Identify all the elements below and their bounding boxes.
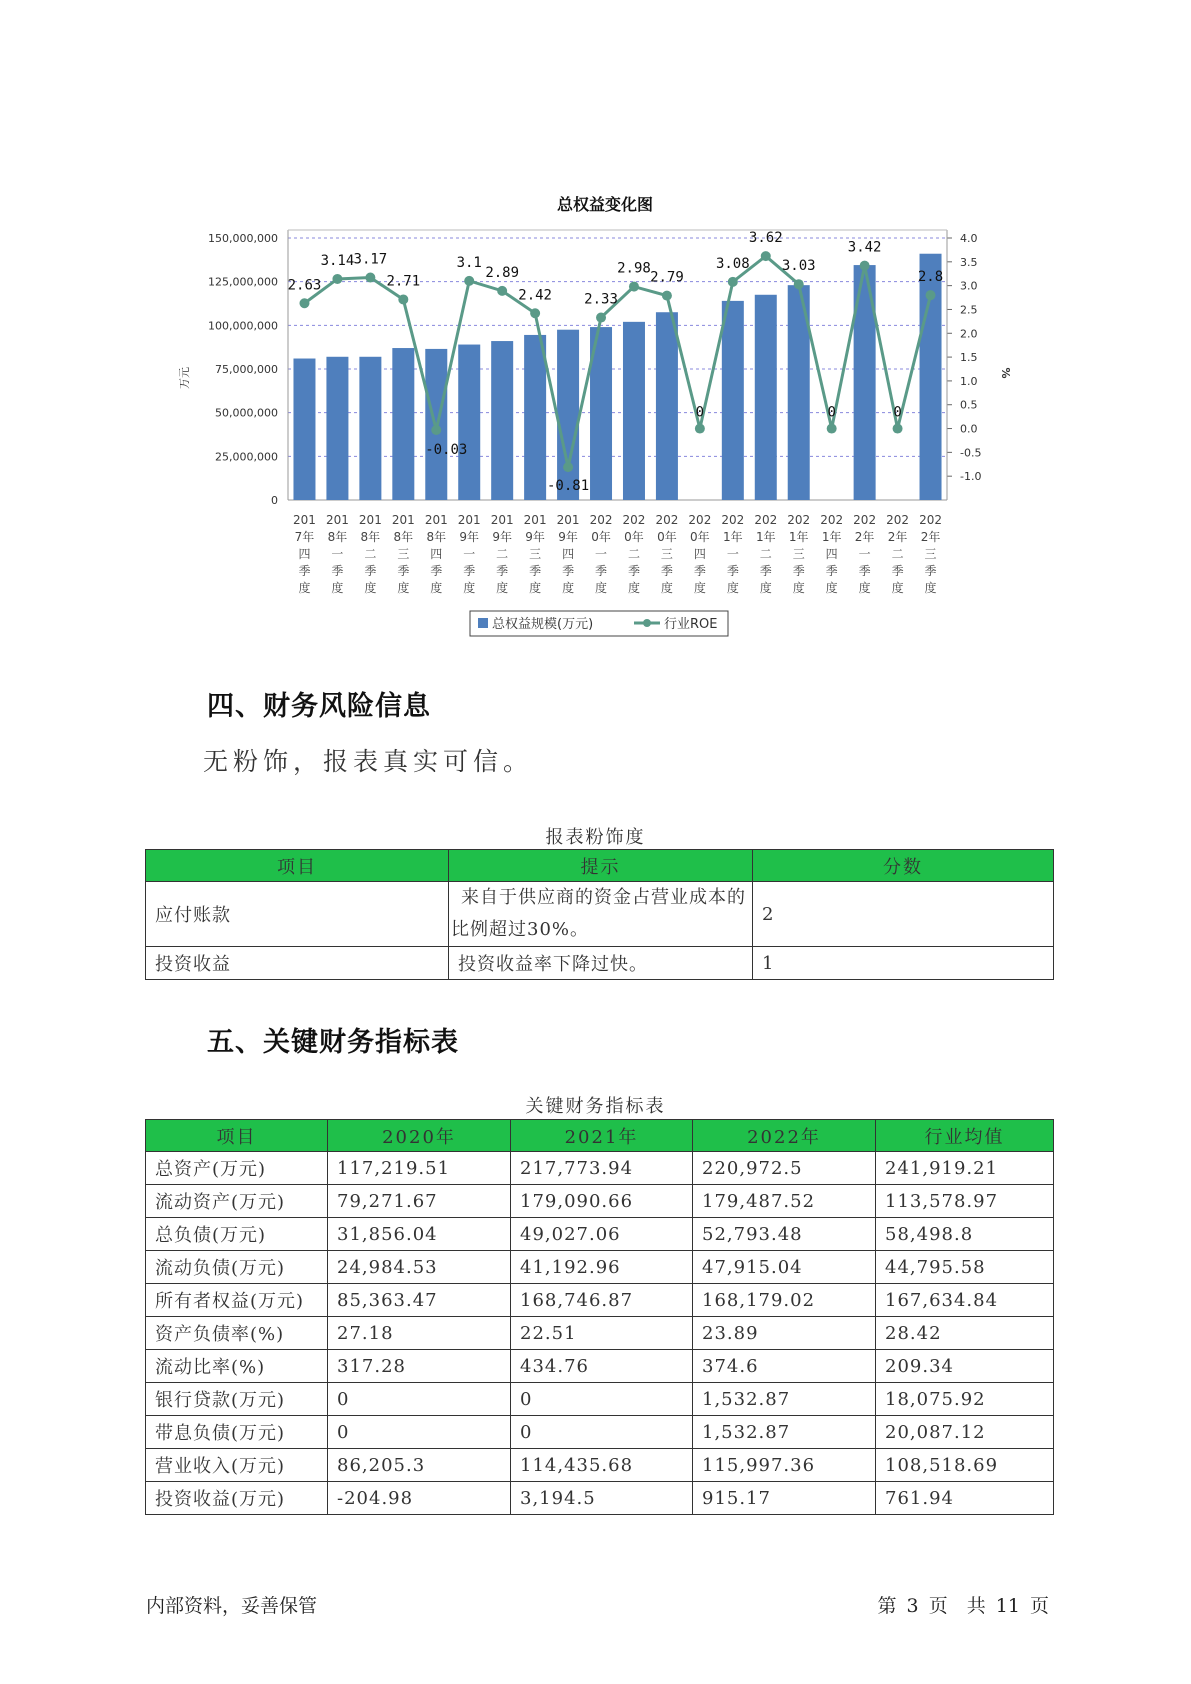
roe-point [728,277,738,287]
table-row [146,1416,1054,1449]
kpi-cell-value: 113,578.97 [876,1185,1054,1218]
risk-table-caption: 报表粉饰度 [545,827,646,848]
kpi-cell-value: 18,075.92 [876,1383,1054,1416]
kpi-cell-value: 22.51 [511,1317,693,1350]
x-tick-label: 季 [693,564,706,578]
kpi-cell-value: 86,205.3 [328,1449,511,1482]
table-row [146,1284,1054,1317]
x-tick-label: 季 [562,564,575,578]
x-tick-label: 201 [358,513,382,527]
x-tick-label: 202 [787,513,811,527]
kpi-cell-value: 241,919.21 [876,1152,1054,1185]
table-row [146,1350,1054,1383]
kpi-cell-value: 117,219.51 [328,1152,511,1185]
kpi-cell-item: 流动负债(万元) [146,1251,328,1284]
roe-point [398,294,408,304]
kpi-header-2021: 2021年 [511,1120,693,1152]
x-tick-label: 二 [364,547,377,561]
kpi-cell-value: 1,532.87 [693,1416,876,1449]
kpi-cell-value: 52,793.48 [693,1218,876,1251]
roe-data-label: -0.03 [425,441,468,458]
y-tick-label-right: 3.0 [960,279,978,293]
kpi-cell-value: 58,498.8 [876,1218,1054,1251]
x-tick-label: 度 [858,581,871,595]
footer-confidential: 内部资料，妥善保管 [146,1595,318,1617]
x-tick-label: 三 [529,547,542,561]
risk-table-header-row [146,850,1054,882]
kpi-cell-value: 114,435.68 [511,1449,693,1482]
x-tick-label: 7年 [294,530,315,544]
x-tick-label: 202 [820,513,844,527]
legend-line-label: 行业ROE [664,617,718,632]
kpi-cell-value: 0 [328,1383,511,1416]
section4-text: 无粉饰，报表真实可信。 [203,747,534,776]
kpi-cell-item: 所有者权益(万元) [146,1284,328,1317]
table-row [146,1482,1054,1515]
x-tick-label: 度 [660,581,673,595]
x-tick-label: 202 [622,513,646,527]
x-tick-label: 三 [924,547,937,561]
roe-point [563,462,573,472]
bar [623,322,645,500]
y-tick-label-left: 50,000,000 [215,406,278,420]
section4-heading: 四、财务风险信息 [207,691,431,722]
x-tick-label: 二 [891,547,904,561]
kpi-cell-value: 108,518.69 [876,1449,1054,1482]
y-tick-label-right: 0.0 [960,422,978,436]
kpi-table [145,1119,1054,1515]
x-tick-label: 季 [627,564,640,578]
kpi-cell-value: 31,856.04 [328,1218,511,1251]
bar [392,348,414,500]
kpi-cell-value: 0 [511,1383,693,1416]
x-tick-label: 季 [858,564,871,578]
kpi-cell-item: 营业收入(万元) [146,1449,328,1482]
roe-data-label: 3.03 [781,258,816,275]
table-row [146,1185,1054,1218]
x-tick-label: 季 [792,564,805,578]
roe-data-label: 2.79 [650,269,684,286]
kpi-cell-value: 168,179.02 [693,1284,876,1317]
x-tick-label: 202 [721,513,745,527]
roe-data-label: 2.33 [584,291,618,308]
x-tick-label: 8年 [360,530,381,544]
bar [557,330,579,500]
kpi-header-2020: 2020年 [328,1120,511,1152]
risk-header-item: 项目 [146,850,449,882]
kpi-cell-value: 47,915.04 [693,1251,876,1284]
footer-page-current: 3 [906,1595,919,1617]
footer-page-number [875,1591,1051,1618]
kpi-cell-value: 27.18 [328,1317,511,1350]
bar [293,359,315,500]
kpi-cell-value: 167,634.84 [876,1284,1054,1317]
kpi-table-body [146,1152,1054,1515]
x-tick-label: 202 [688,513,712,527]
x-tick-label: 1年 [788,530,809,544]
x-tick-label: 度 [529,581,542,595]
bar [458,345,480,500]
bar [524,335,546,500]
x-tick-label: 2年 [887,530,908,544]
roe-point [794,279,804,289]
kpi-cell-value: 374.6 [693,1350,876,1383]
kpi-cell-value: 3,194.5 [511,1482,693,1515]
kpi-cell-value: 915.17 [693,1482,876,1515]
kpi-cell-value: 44,795.58 [876,1251,1054,1284]
roe-data-label: 3.08 [715,255,750,272]
x-tick-label: 0年 [591,530,611,544]
x-tick-label: 202 [655,513,679,527]
risk-header-hint: 提示 [449,850,753,882]
kpi-table-caption: 关键财务指标表 [525,1096,666,1117]
bar [359,357,381,500]
x-tick-label: 季 [924,564,937,578]
x-tick-label: 0年 [624,530,644,544]
roe-data-label: 0 [695,404,705,421]
x-tick-label: 202 [589,513,613,527]
risk-cell-hint [449,882,753,947]
y-tick-label-left: 100,000,000 [208,319,278,333]
x-tick-label: 度 [693,581,706,595]
risk-header-score: 分数 [753,850,1054,882]
table-row [146,1251,1054,1284]
y-tick-label-left: 25,000,000 [215,450,278,464]
x-tick-label: 一 [595,547,608,561]
x-tick-label: 季 [891,564,904,578]
y-tick-label-right: 1.5 [960,351,978,365]
x-tick-label: 201 [325,513,349,527]
x-tick-label: 季 [463,564,476,578]
x-tick-label: 二 [759,547,772,561]
x-tick-label: 二 [627,547,640,561]
x-tick-label: 度 [298,581,311,595]
kpi-cell-value: 179,487.52 [693,1185,876,1218]
y-tick-label-right: 2.0 [960,327,978,341]
x-tick-label: 四 [825,547,838,561]
kpi-cell-value: -204.98 [328,1482,511,1515]
kpi-cell-value: 0 [328,1416,511,1449]
roe-point [365,273,375,283]
kpi-cell-item: 银行贷款(万元) [146,1383,328,1416]
bar [656,312,678,500]
kpi-header-industry: 行业均值 [876,1120,1054,1152]
equity-chart-svg [160,190,1010,650]
x-tick-label: 度 [825,581,838,595]
roe-data-label: 2.42 [518,287,552,304]
x-tick-label: 201 [293,513,316,527]
y-tick-label-left: 125,000,000 [208,275,278,289]
x-tick-label: 三 [397,547,410,561]
roe-point [860,261,870,271]
x-tick-label: 四 [562,547,575,561]
x-tick-label: 季 [660,564,673,578]
roe-data-label: -0.81 [546,478,590,495]
roe-point [893,424,903,434]
x-tick-label: 度 [627,581,640,595]
bar [755,295,777,500]
y-axis-title-left: 万元 [178,367,191,389]
table-row [146,1449,1054,1482]
roe-data-label: 2.89 [485,264,520,281]
roe-point [464,276,474,286]
kpi-cell-value: 79,271.67 [328,1185,511,1218]
kpi-cell-value: 24,984.53 [328,1251,511,1284]
roe-data-label: 3.14 [320,252,355,269]
x-tick-label: 8年 [393,530,414,544]
x-tick-label: 季 [298,564,311,578]
x-tick-label: 季 [529,564,542,578]
x-tick-label: 9年 [492,530,512,544]
roe-point [332,274,342,284]
roe-point [761,251,771,261]
roe-data-label: 0 [893,404,902,421]
bar [491,341,513,500]
risk-cell-item: 投资收益 [146,947,449,980]
x-tick-label: 0年 [657,530,677,544]
roe-point [431,425,441,435]
y-tick-label-right: -1.0 [960,470,982,484]
kpi-cell-value: 434.76 [511,1350,693,1383]
y-tick-label-right: 4.0 [960,232,978,245]
x-tick-label: 四 [693,547,706,561]
x-tick-label: 度 [430,581,443,595]
roe-data-label: 2.8 [917,269,944,286]
kpi-cell-value: 220,972.5 [693,1152,876,1185]
x-tick-label: 一 [858,547,871,561]
y-tick-label-left: 150,000,000 [208,232,278,245]
roe-data-label: 3.1 [456,254,482,271]
footer-page-mid: 页 共 [928,1595,986,1617]
table-row [146,1152,1054,1185]
x-tick-label: 度 [726,581,739,595]
x-tick-label: 2年 [854,530,875,544]
chart-title: 总权益变化图 [556,195,654,214]
kpi-cell-value: 85,363.47 [328,1284,511,1317]
footer-page-suffix: 页 [1029,1595,1049,1617]
kpi-cell-value: 23.89 [693,1317,876,1350]
roe-point [695,424,705,434]
x-tick-label: 四 [298,547,311,561]
x-tick-label: 一 [331,547,344,561]
legend-bar-swatch [478,618,488,628]
risk-cell-hint: 投资收益率下降过快。 [449,947,753,980]
kpi-cell-item: 投资收益(万元) [146,1482,328,1515]
risk-cell-score: 1 [753,947,1054,980]
table-row [146,1383,1054,1416]
kpi-cell-item: 流动资产(万元) [146,1185,328,1218]
x-tick-label: 度 [496,581,509,595]
equity-chart [160,190,1010,650]
x-tick-label: 季 [595,564,608,578]
bar [722,301,744,500]
kpi-header-item: 项目 [146,1120,328,1152]
x-tick-label: 8年 [426,530,447,544]
x-tick-label: 三 [660,547,673,561]
kpi-cell-value: 115,997.36 [693,1449,876,1482]
x-tick-label: 度 [364,581,377,595]
kpi-cell-item: 带息负债(万元) [146,1416,328,1449]
x-tick-label: 9年 [459,530,480,544]
risk-cell-score: 2 [753,882,1054,947]
x-tick-label: 季 [364,564,377,578]
y-tick-label-right: -0.5 [960,446,982,460]
roe-point [662,291,672,301]
roe-data-label: 2.63 [287,277,322,294]
kpi-cell-value: 0 [511,1416,693,1449]
y-tick-label-right: 1.0 [960,374,978,388]
legend-line-marker [643,619,651,627]
kpi-cell-value: 209.34 [876,1350,1054,1383]
x-tick-label: 度 [891,581,904,595]
y-tick-label-right: 3.5 [960,255,978,269]
x-tick-label: 四 [430,547,443,561]
roe-point [629,282,639,292]
x-tick-label: 季 [759,564,772,578]
kpi-cell-item: 流动比率(%) [146,1350,328,1383]
x-tick-label: 1年 [723,530,743,544]
x-tick-label: 度 [759,581,772,595]
x-tick-label: 2年 [920,530,941,544]
y-tick-label-right: 0.5 [960,398,978,412]
x-tick-label: 度 [792,581,805,595]
x-tick-label: 度 [924,581,937,595]
x-tick-label: 202 [886,513,910,527]
table-row [146,1317,1054,1350]
x-tick-label: 季 [726,564,739,578]
x-tick-label: 201 [556,513,580,527]
x-tick-label: 201 [523,513,547,527]
x-tick-label: 一 [726,547,739,561]
table-row [146,1218,1054,1251]
y-tick-label-left: 0 [271,494,278,507]
risk-cell-hint-text: 来自于供应商的资金占营业成本的比例超过30%。 [451,887,746,940]
kpi-cell-value: 28.42 [876,1317,1054,1350]
x-tick-label: 9年 [558,530,578,544]
bar [326,357,348,500]
kpi-cell-item: 总负债(万元) [146,1218,328,1251]
kpi-header-2022: 2022年 [693,1120,876,1152]
x-tick-label: 度 [562,581,575,595]
x-tick-label: 0年 [690,530,710,544]
x-tick-label: 度 [331,581,344,595]
x-tick-label: 8年 [327,530,348,544]
x-tick-label: 201 [424,513,448,527]
roe-point [596,313,606,323]
kpi-cell-value: 217,773.94 [511,1152,693,1185]
kpi-cell-value: 317.28 [328,1350,511,1383]
table-row [146,882,1054,947]
kpi-table-header-row [146,1120,1054,1152]
x-tick-label: 1年 [755,530,776,544]
risk-cell-item: 应付账款 [146,882,449,947]
roe-data-label: 0 [827,404,836,421]
roe-point [827,424,837,434]
roe-point [497,286,507,296]
kpi-cell-value: 1,532.87 [693,1383,876,1416]
x-tick-label: 一 [463,547,476,561]
kpi-cell-item: 总资产(万元) [146,1152,328,1185]
x-tick-label: 季 [825,564,838,578]
roe-point [299,298,309,308]
kpi-cell-value: 41,192.96 [511,1251,693,1284]
x-tick-label: 1年 [821,530,842,544]
kpi-cell-value: 168,746.87 [511,1284,693,1317]
x-tick-label: 202 [853,513,877,527]
y-tick-label-right: 2.5 [960,303,978,317]
x-tick-label: 202 [754,513,778,527]
x-tick-label: 201 [391,513,415,527]
footer-page-prefix: 第 [877,1595,897,1617]
roe-data-label: 3.62 [748,230,783,247]
x-tick-label: 季 [331,564,344,578]
kpi-cell-value: 20,087.12 [876,1416,1054,1449]
x-tick-label: 二 [496,547,509,561]
footer-page-total: 11 [995,1595,1020,1617]
kpi-cell-value: 49,027.06 [511,1218,693,1251]
roe-data-label: 2.98 [617,260,651,277]
x-tick-label: 9年 [525,530,545,544]
roe-point [530,308,540,318]
y-tick-label-left: 75,000,000 [215,363,278,376]
kpi-cell-item: 资产负债率(%) [146,1317,328,1350]
x-tick-label: 季 [397,564,410,578]
risk-table [145,849,1054,980]
x-tick-label: 度 [463,581,476,595]
x-tick-label: 201 [490,513,514,527]
roe-data-label: 3.17 [353,251,388,268]
x-tick-label: 度 [595,581,608,595]
x-tick-label: 季 [496,564,509,578]
roe-data-label: 3.42 [847,239,882,256]
kpi-cell-value: 179,090.66 [511,1185,693,1218]
x-tick-label: 202 [919,513,942,527]
x-tick-label: 三 [792,547,805,561]
table-row [146,947,1054,980]
kpi-cell-value: 761.94 [876,1482,1054,1515]
roe-data-label: 2.71 [386,273,421,290]
roe-point [926,290,936,300]
x-tick-label: 201 [457,513,481,527]
y-axis-title-right: % [999,367,1012,379]
legend-bar-label: 总权益规模(万元) [492,617,594,632]
x-tick-label: 度 [397,581,410,595]
x-tick-label: 季 [430,564,443,578]
section5-heading: 五、关键财务指标表 [207,1027,459,1058]
